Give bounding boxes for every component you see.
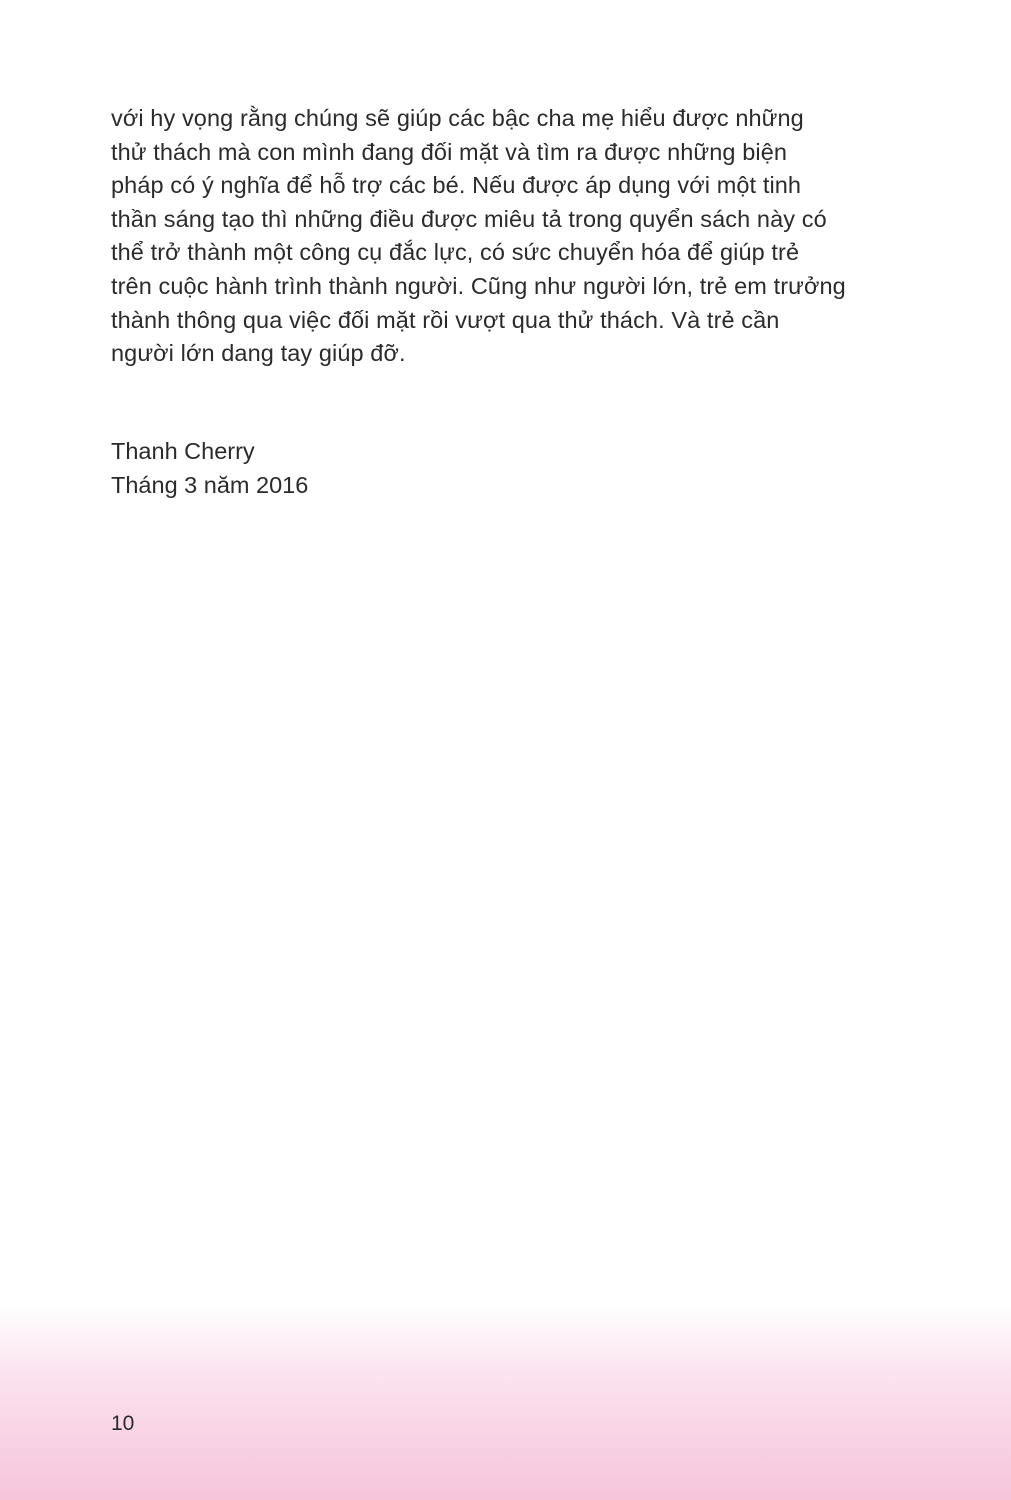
page-number: 10 <box>111 1412 135 1435</box>
paragraph-line: thể trở thành một công cụ đắc lực, có sức chuyển hóa để giúp trẻ <box>111 239 800 266</box>
paragraph-line: pháp có ý nghĩa để hỗ trợ các bé. Nếu được áp dụng với một tinh <box>111 172 802 199</box>
author-name: Thanh Cherry <box>111 438 255 464</box>
footer-gradient-band <box>0 1305 1011 1500</box>
paragraph-line: trên cuộc hành trình thành người. Cũng như người lớn, trẻ em trưởng <box>111 272 846 299</box>
paragraph-line: thành thông qua việc đối mặt rồi vượt qua thử thách. Và trẻ cần <box>111 306 780 333</box>
signature-date: Tháng 3 năm 2016 <box>111 472 309 498</box>
paragraph-line: người lớn dang tay giúp đỡ. <box>111 340 406 367</box>
paragraph-line: thần sáng tạo thì những điều được miêu tả trong quyển sách này có <box>111 205 827 232</box>
paragraph-line: thử thách mà con mình đang đối mặt và tìm ra được những biện <box>111 138 788 165</box>
paragraph-line: với hy vọng rằng chúng sẽ giúp các bậc cha mẹ hiểu được những <box>111 105 804 131</box>
body-paragraph <box>111 102 911 371</box>
signature-block <box>111 434 308 502</box>
